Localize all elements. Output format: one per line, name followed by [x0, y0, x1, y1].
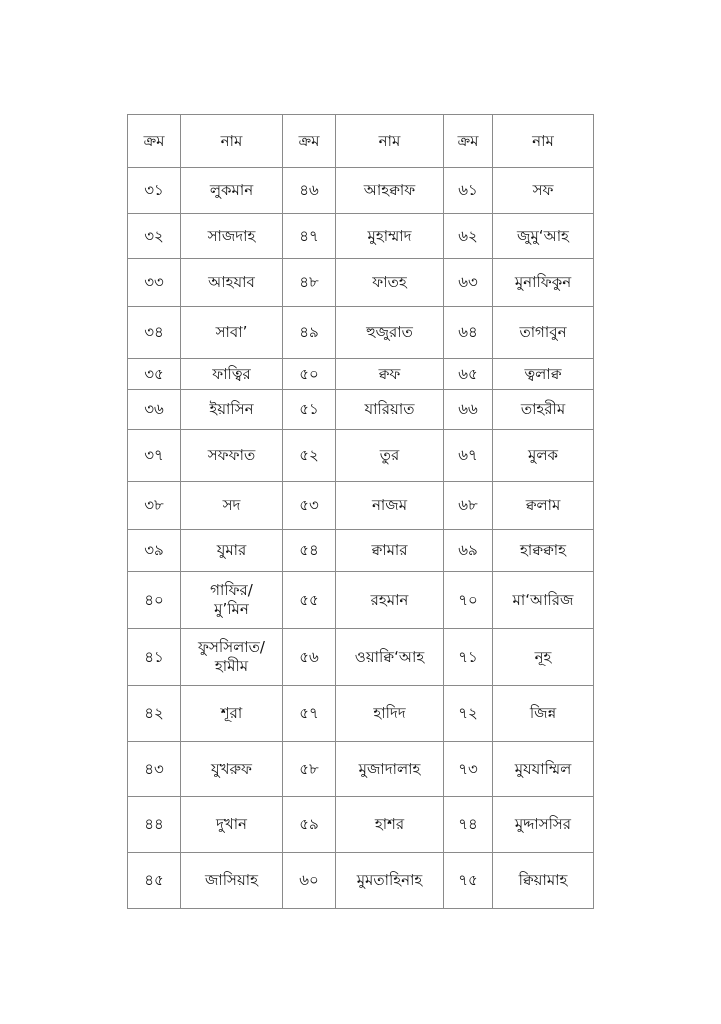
surah-name-cell	[181, 482, 283, 530]
surah-name: লুকমান	[209, 181, 254, 199]
serial-cell: ৫৭	[283, 686, 336, 742]
serial-cell: ৪৪	[128, 797, 181, 853]
serial-cell: ৩৮	[128, 482, 181, 530]
surah-name: ত্বলাক্ব	[524, 364, 562, 383]
surah-name: হাশর	[374, 815, 405, 833]
surah-name-cell	[493, 530, 594, 572]
serial-cell: ৭০	[444, 572, 493, 629]
serial-cell: ৪৫	[128, 853, 181, 909]
surah-name: মুযযাম্মিল	[514, 759, 572, 778]
serial-cell: ৬৩	[444, 259, 493, 307]
surah-name-cell	[336, 168, 444, 214]
serial-cell: ৬২	[444, 214, 493, 259]
table-row	[128, 168, 594, 214]
surah-name: মুলক	[528, 446, 558, 464]
surah-name: মুমতাহিনাহ	[356, 871, 423, 889]
table-row	[128, 530, 594, 572]
surah-name: সাবা’	[215, 323, 248, 341]
table-row	[128, 572, 594, 629]
surah-name-cell	[181, 430, 283, 482]
surah-name-cell	[336, 214, 444, 259]
serial-cell: ৫৬	[283, 629, 336, 686]
surah-name-cell	[336, 530, 444, 572]
serial-cell: ৭২	[444, 686, 493, 742]
surah-name-cell	[181, 742, 283, 797]
surah-name-cell	[493, 214, 594, 259]
surah-name: হাদিদ	[373, 704, 406, 722]
surah-name-cell	[493, 259, 594, 307]
surah-name-cell	[493, 430, 594, 482]
header-serial-2: ক্রম	[283, 115, 336, 168]
surah-name-cell	[336, 390, 444, 430]
surah-name: হুজুরাত	[366, 323, 413, 341]
surah-name: নাজম	[371, 496, 408, 514]
surah-name: ফাতহ	[372, 273, 407, 291]
header-name-2: নাম	[336, 115, 444, 168]
table-header-row	[128, 115, 594, 168]
surah-name-cell	[336, 742, 444, 797]
serial-cell: ৬৫	[444, 359, 493, 390]
serial-cell: ৩৯	[128, 530, 181, 572]
surah-name: আহযাব	[208, 273, 255, 291]
surah-name-cell	[493, 168, 594, 214]
serial-cell: ৬৭	[444, 430, 493, 482]
surah-name-cell	[181, 259, 283, 307]
surah-name-cell	[493, 482, 594, 530]
surah-name: যুখরুফ	[211, 759, 252, 778]
serial-cell: ৫১	[283, 390, 336, 430]
header-name-1: নাম	[181, 115, 283, 168]
table-row	[128, 259, 594, 307]
surah-name: জুমু‘আহ	[517, 226, 569, 245]
surah-name-cell	[493, 797, 594, 853]
surah-name-cell	[336, 629, 444, 686]
surah-name-cell	[181, 629, 283, 686]
surah-name-cell	[336, 686, 444, 742]
surah-name: সফ	[532, 181, 554, 199]
serial-cell: ৩৪	[128, 307, 181, 359]
header-serial-1: ক্রম	[128, 115, 181, 168]
surah-name: মা‘আরিজ	[512, 590, 574, 609]
surah-name: দুখান	[215, 815, 248, 833]
serial-cell: ৭৩	[444, 742, 493, 797]
surah-name-cell	[181, 390, 283, 430]
table-row	[128, 629, 594, 686]
surah-name: ফাত্বির	[212, 364, 251, 383]
serial-cell: ৫৯	[283, 797, 336, 853]
surah-name: যারিয়াত	[364, 400, 415, 418]
surah-name-cell	[493, 572, 594, 629]
header-name-3: নাম	[493, 115, 594, 168]
surah-name: সদ	[222, 496, 241, 514]
table-row	[128, 853, 594, 909]
serial-cell: ৫০	[283, 359, 336, 390]
serial-cell: ৬০	[283, 853, 336, 909]
surah-name: রহমান	[370, 590, 409, 609]
serial-cell: ৩৬	[128, 390, 181, 430]
surah-name-cell	[181, 686, 283, 742]
surah-name: ক্বফ	[378, 364, 401, 383]
table-row	[128, 797, 594, 853]
table-row	[128, 359, 594, 390]
serial-cell: ৬৬	[444, 390, 493, 430]
surah-name-cell	[181, 530, 283, 572]
table-row	[128, 430, 594, 482]
surah-name-cell	[336, 482, 444, 530]
table-row	[128, 214, 594, 259]
surah-name: তুর	[379, 446, 400, 464]
serial-cell: ৫৩	[283, 482, 336, 530]
surah-name-cell	[336, 572, 444, 629]
surah-name: তাগাবুন	[519, 323, 567, 341]
surah-name-cell	[493, 853, 594, 909]
header-serial-3: ক্রম	[444, 115, 493, 168]
table-row	[128, 686, 594, 742]
serial-cell: ৪০	[128, 572, 181, 629]
surah-name: যুমার	[216, 541, 247, 559]
surah-name: জিন্ন	[529, 704, 557, 722]
surah-name-cell	[493, 390, 594, 430]
surah-name: ফুসসিলাত/ হামীম	[198, 638, 265, 675]
serial-cell: ৫৮	[283, 742, 336, 797]
serial-cell: ৫৫	[283, 572, 336, 629]
surah-name: নূহ	[534, 647, 552, 666]
surah-name: ওয়াক্বি‘আহ	[354, 647, 425, 666]
surah-name-cell	[181, 853, 283, 909]
surah-name-cell	[181, 307, 283, 359]
surah-name-cell	[493, 742, 594, 797]
serial-cell: ৭১	[444, 629, 493, 686]
surah-name: সফফাত	[207, 446, 256, 464]
table-body	[128, 168, 594, 909]
serial-cell: ৩৭	[128, 430, 181, 482]
serial-cell: ৪১	[128, 629, 181, 686]
surah-name: ক্বামার	[371, 541, 408, 559]
surah-name: সাজদাহ	[207, 226, 256, 245]
surah-name: মুজাদালাহ	[358, 759, 421, 778]
serial-cell: ৪৩	[128, 742, 181, 797]
serial-cell: ৭৫	[444, 853, 493, 909]
surah-name-cell	[493, 359, 594, 390]
surah-name-cell	[336, 430, 444, 482]
surah-name: তাহরীম	[520, 400, 566, 418]
serial-cell: ৬৪	[444, 307, 493, 359]
surah-name-cell	[493, 629, 594, 686]
serial-cell: ৭৪	[444, 797, 493, 853]
table-row	[128, 482, 594, 530]
surah-name-cell	[336, 853, 444, 909]
surah-name: হাক্বক্বাহ	[520, 541, 566, 559]
surah-name-cell	[181, 359, 283, 390]
surah-name-cell	[336, 307, 444, 359]
serial-cell: ৪২	[128, 686, 181, 742]
serial-cell: ৩৩	[128, 259, 181, 307]
serial-cell: ৬৯	[444, 530, 493, 572]
surah-name: আহক্বাফ	[363, 181, 416, 199]
serial-cell: ৪৬	[283, 168, 336, 214]
serial-cell: ৩২	[128, 214, 181, 259]
table-row	[128, 307, 594, 359]
surah-name-cell	[336, 259, 444, 307]
surah-name-cell	[181, 168, 283, 214]
surah-name-cell	[181, 797, 283, 853]
surah-name: মুহাম্মাদ	[367, 226, 412, 245]
surah-name: ইয়াসিন	[209, 400, 254, 418]
surah-name-cell	[181, 572, 283, 629]
surah-name: মুনাফিকুন	[514, 273, 572, 291]
surah-name-cell	[336, 359, 444, 390]
surah-table	[127, 114, 594, 909]
serial-cell: ৬৮	[444, 482, 493, 530]
serial-cell: ৪৮	[283, 259, 336, 307]
table-row	[128, 390, 594, 430]
surah-name-cell	[336, 797, 444, 853]
surah-name: জাসিয়াহ	[204, 871, 259, 889]
serial-cell: ৫৪	[283, 530, 336, 572]
table-row	[128, 742, 594, 797]
serial-cell: ৪৯	[283, 307, 336, 359]
serial-cell: ৬১	[444, 168, 493, 214]
surah-name-cell	[493, 686, 594, 742]
surah-name-cell	[493, 307, 594, 359]
surah-name-cell	[181, 214, 283, 259]
surah-name: মুদ্দাসসির	[514, 815, 572, 833]
surah-name: ক্বলাম	[525, 496, 561, 514]
serial-cell: ৪৭	[283, 214, 336, 259]
serial-cell: ৫২	[283, 430, 336, 482]
surah-name: শূরা	[220, 704, 243, 722]
surah-name: গাফির/ মু’মিন	[210, 581, 253, 618]
serial-cell: ৩৫	[128, 359, 181, 390]
surah-name: ক্বিয়ামাহ	[518, 871, 568, 889]
serial-cell: ৩১	[128, 168, 181, 214]
